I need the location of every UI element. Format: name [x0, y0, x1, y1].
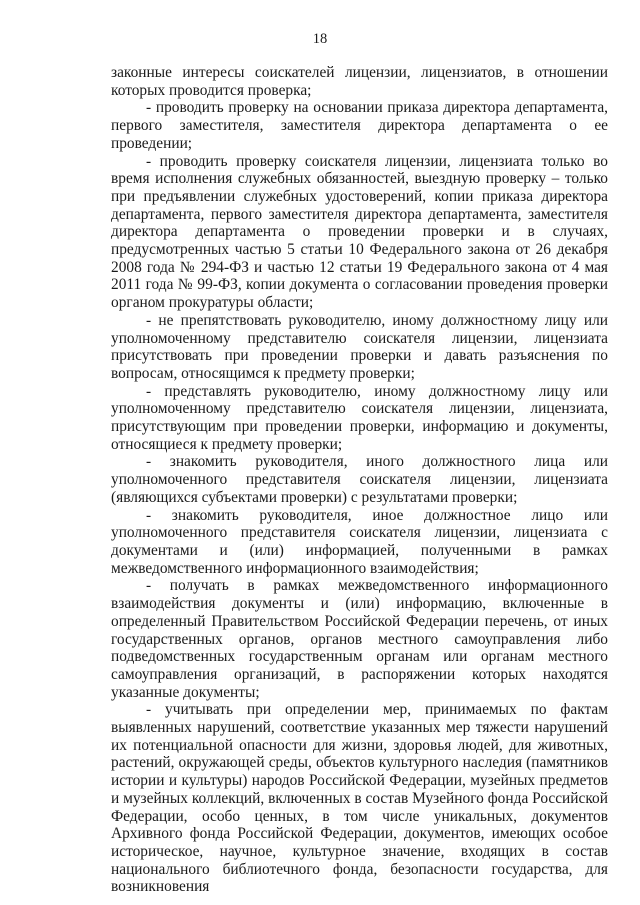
paragraph-duty-provide-info: - представлять руководителю, иному должностному лицу или уполномоченному представителю соискателя лицензии, лицензиата, присутствующим при проведении проверки, информацию и документы, относящиеся к предмету проверки; — [111, 382, 608, 453]
paragraph-duty-no-obstruction: - не препятствовать руководителю, иному должностному лицу или уполномоченному представителю соискателя лицензии, лицензиата присутствовать при проведении проверки и давать разъяснения по вопросам, относящимся к предмету проверки; — [111, 311, 608, 382]
paragraph-duty-inspection-time: - проводить проверку соискателя лицензии, лицензиата только во время исполнения служебных обязанностей, выездную проверку – только при предъявлении служебных удостоверений, копии приказа директора департамента, первого заместителя директора департамента, заместителя директора департамента о проведении проверки и в случаях, предусмотренных частью 5 статьи 10 Федерального закона от 26 декабря 2008 года № 294-ФЗ и частью 12 статьи 19 Федерального закона от 4 мая 2011 года № 99-ФЗ, копии документа о согласовании проведения проверки органом прокуратуры области; — [111, 152, 608, 312]
paragraph-duty-documents-familiarize: - знакомить руководителя, иное должностное лицо или уполномоченного представителя соискателя лицензии, лицензиата с документами и (или) информацией, полученными в рамках межведомственного информационного взаимодействия; — [111, 506, 608, 577]
paragraph-continuation: законные интересы соискателей лицензии, лицензиатов, в отношении которых проводится проверка; — [111, 64, 608, 99]
paragraph-duty-proportionate-measures: - учитывать при определении мер, принимаемых по фактам выявленных нарушений, соответствие указанных мер тяжести нарушений их потенциальной опасности для жизни, здоровья людей, для животных, растений, окружающей среды, объектов культурного наследия (памятников истории и культуры) народов Российской Федерации, музейных предметов и музейных коллекций, включенных в состав Музейного фонда Российской Федерации, особо ценных, в том числе уникальных, документов Архивного фонда Российской Федерации, документов, имеющих особое историческое, научное, культурное значение, входящих в состав национального библиотечного фонда, безопасности государства, для возникновения — [111, 701, 608, 896]
paragraph-duty-results-familiarize: - знакомить руководителя, иного должностного лица или уполномоченного представителя соискателя лицензии, лицензиата (являющихся субъектами проверки) с результатами проверки; — [111, 453, 608, 506]
paragraph-duty-order-basis: - проводить проверку на основании приказа директора департамента, первого заместителя, заместителя директора департамента о ее проведении; — [111, 99, 608, 152]
document-body — [111, 64, 608, 896]
paragraph-duty-interagency-documents: - получать в рамках межведомственного информационного взаимодействия документы и (или) информацию, включенные в определенный Правительством Российской Федерации перечень, от иных государственных органов, органов местного самоуправления либо подведомственных государственным органам или органам местного самоуправления организаций, в распоряжении которых находятся указанные документы; — [111, 577, 608, 701]
page-number: 18 — [312, 31, 328, 47]
